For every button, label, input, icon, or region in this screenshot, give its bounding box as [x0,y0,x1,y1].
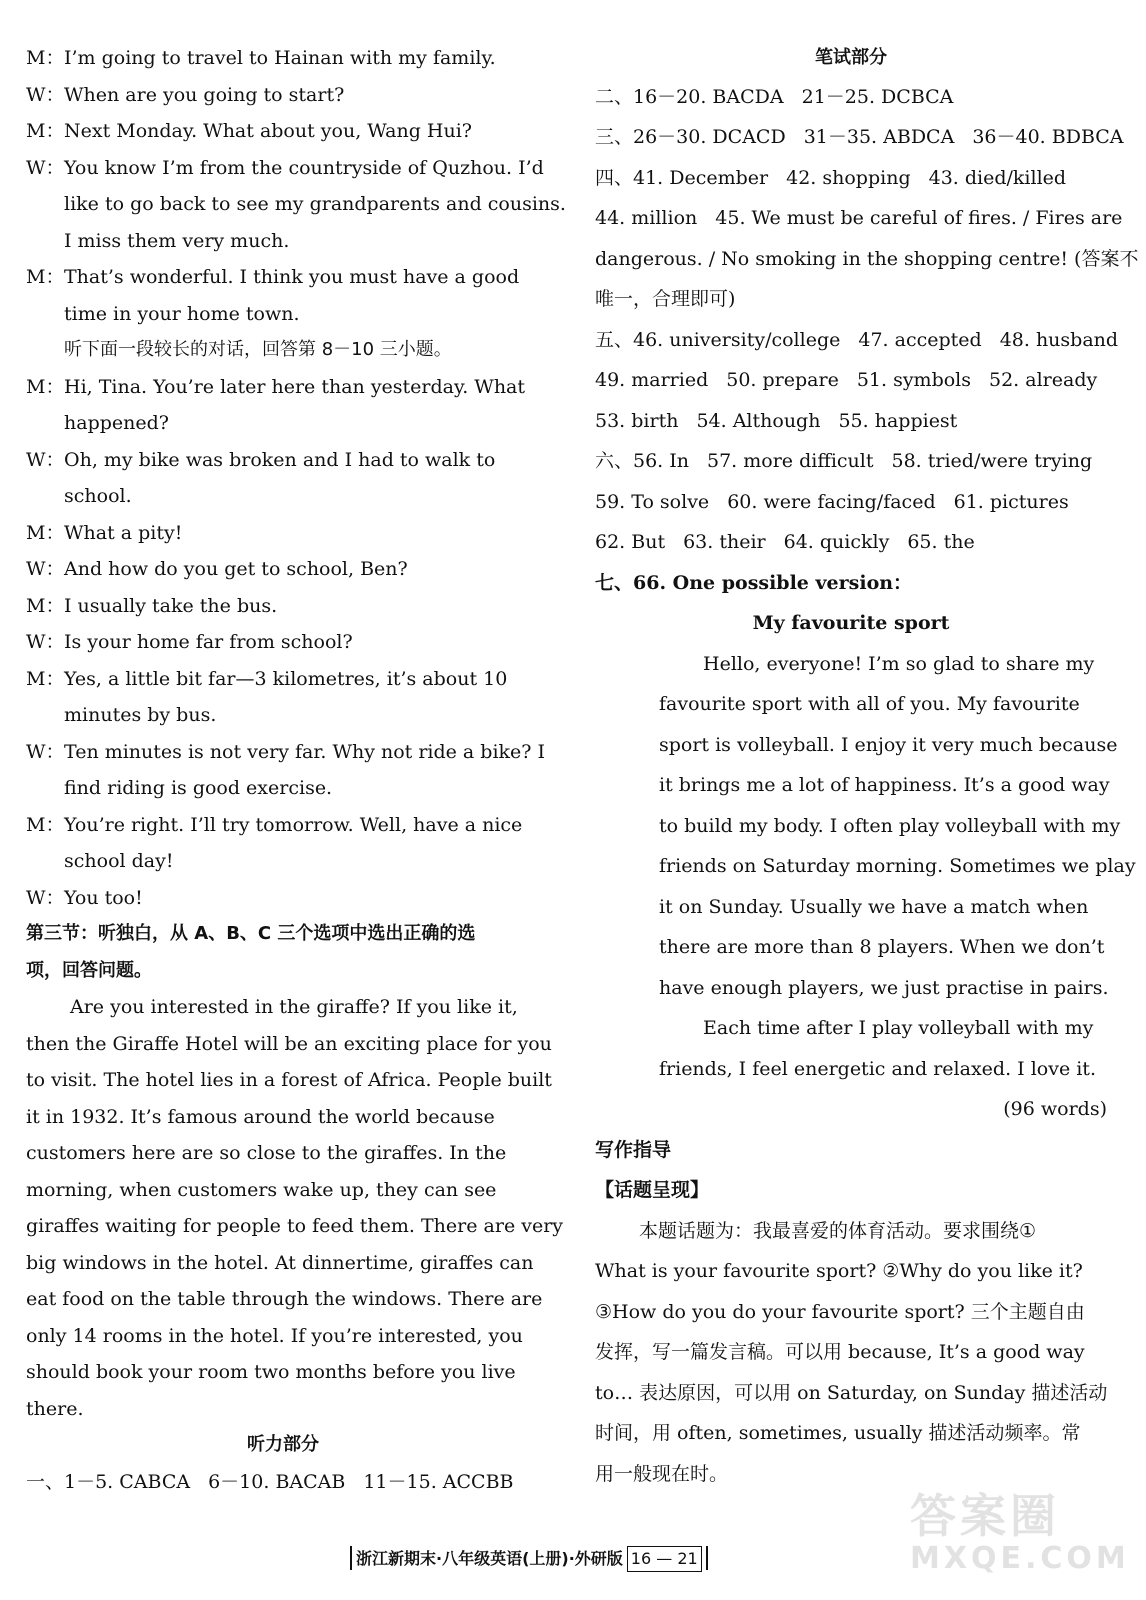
speaker: W： [26,740,65,763]
passage-line: customers here are so close to the giraffes. In the [26,1142,507,1164]
dialogue-line: W：You know I’m from the countryside of Quzhou. I’d [26,150,540,187]
dialogue-line: find riding is good exercise. [64,777,333,799]
watermark-url: MXQE.COM [910,1541,1130,1576]
dialogue-line: M：I’m going to travel to Hainan with my family. [26,40,540,77]
dialogue-line: M：What a pity! [26,515,540,552]
answer-line: 49. married 50. prepare 51. symbols 52. already [595,369,1098,391]
essay-line: Each time after I play volleyball with my [703,1017,1094,1039]
guide-line: to… 表达原因，可以用 on Saturday, on Sunday 描述活动 [595,1381,1108,1404]
dialogue-line: M：That’s wonderful. I think you must have a good [26,259,540,296]
essay-line: sport is volleyball. I enjoy it very much because [659,733,1118,756]
dialogue-line: W：Ten minutes is not very far. Why not ride a bike? I [26,734,540,771]
right-column [595,40,1139,1494]
guide-line: ③How do you do your favourite sport? 三个主题自由 [595,1300,1085,1323]
listening-section-title: 听力部分 [247,1434,319,1455]
answer-line: 四、41. December 42. shopping 43. died/killed [595,166,1067,189]
guide-line: 用一般现在时。 [595,1462,729,1485]
answer-line: 53. birth 54. Although 55. happiest [595,409,958,432]
written-answers [595,77,1139,563]
instruction-8-10: 听下面一段较长的对话，回答第 8－10 三小题。 [64,339,452,360]
section7-label: 七、66. One possible version： [595,571,913,594]
dialogue-line: minutes by bus. [64,704,217,726]
essay-line: it brings me a lot of happiness. It’s a good way [659,774,1110,796]
essay-line: Hello, everyone! I’m so glad to share my [703,652,1095,675]
dialogue-a [26,40,566,332]
essay-line: there are more than 8 players. When we don’t [659,936,1105,958]
dialogue-line: M：You’re right. I’ll try tomorrow. Well, have a nice [26,807,540,844]
essay-line: it on Sunday. Usually we have a match when [659,895,1089,918]
passage-line: big windows in the hotel. At dinnertime, giraffes can [26,1251,534,1274]
answer-line: 六、56. In 57. more difficult 58. tried/were trying [595,450,1093,472]
dialogue-line: M：Yes, a little bit far—3 kilometres, it’s about 10 [26,661,540,698]
dialogue-line: W：Is your home far from school? [26,624,540,661]
page-number: 16 — 21 [627,1546,702,1572]
passage-line: to visit. The hotel lies in a forest of Africa. People built [26,1069,552,1091]
speaker: M： [26,47,65,69]
speaker: W： [26,448,65,471]
essay-line: to build my body. I often play volleyball with my [659,814,1121,837]
answer-line: 44. million 45. We must be careful of fires. / Fires are [595,207,1123,229]
section3-heading-cont: 项，回答问题。 [26,959,152,981]
speaker: W： [26,558,65,580]
passage-line: eat food on the table through the windows. There are [26,1288,543,1310]
passage-line: it in 1932. It’s famous around the world because [26,1105,495,1128]
dialogue-line: happened? [64,412,169,434]
passage-line: there. [26,1397,84,1420]
dialogue-line: W：Oh, my bike was broken and I had to walk to [26,442,540,479]
speaker: M： [26,266,65,288]
left-column [26,40,566,1500]
speaker: M： [26,813,65,836]
passage-line: morning, when customers wake up, they can see [26,1178,497,1201]
answer-line: dangerous. / No smoking in the shopping centre! (答案不 [595,247,1139,270]
speaker: M： [26,521,65,544]
dialogue-line: W：You too! [26,880,540,917]
dialogue-line: M：I usually take the bus. [26,588,540,625]
speaker: M： [26,667,65,690]
answer-line: 二、16－20. BACDA 21－25. DCBCA [595,85,954,108]
essay-line: have enough players, we just practise in pairs. [659,976,1109,999]
answer-line: 唯一，合理即可) [595,288,736,310]
dialogue-line: W：When are you going to start? [26,77,540,114]
dialogue-line: I miss them very much. [64,229,290,252]
speaker: W： [26,83,65,106]
essay-line: favourite sport with all of you. My favourite [659,693,1080,715]
answer-line: 62. But 63. their 64. quickly 65. the [595,531,975,553]
essay-line: friends on Saturday morning. Sometimes we play [659,855,1136,877]
answer-line: 三、26－30. DCACD 31－35. ABDCA 36－40. BDBCA [595,126,1124,148]
dialogue-line: school. [64,485,132,507]
essay-line: friends, I feel energetic and relaxed. I love it. [659,1057,1096,1080]
passage-line: then the Giraffe Hotel will be an exciting place for you [26,1032,552,1055]
guide-line: 本题话题为：我最喜爱的体育活动。要求围绕① [639,1219,1037,1242]
speaker: W： [26,886,65,909]
speaker: M： [26,120,65,142]
written-section-title: 笔试部分 [815,47,887,68]
dialogue-line: school day! [64,850,174,872]
answer-line: 59. To solve 60. were facing/faced 61. pictures [595,490,1069,513]
watermark-text: 答案圈 [910,1489,1060,1543]
book-title: 浙江新期末·八年级英语(上册)·外研版 [356,1549,623,1568]
dialogue-b [26,369,546,917]
writing-guide [595,1211,1107,1495]
listening-answers: 一、1－5. CABCA 6－10. BACAB 11－15. ACCBB [26,1470,514,1493]
speaker: M： [26,375,65,398]
dialogue-line: M：Next Monday. What about you, Wang Hui? [26,113,540,150]
dialogue-line: like to go back to see my grandparents and cousins. [64,193,566,215]
page-footer [350,1546,708,1570]
speaker: W： [26,631,65,653]
answer-line: 五、46. university/college 47. accepted 48. husband [595,328,1119,351]
section3-heading: 第三节：听独白，从 A、B、C 三个选项中选出正确的选 [26,923,476,944]
watermark-logo [910,1490,1130,1586]
passage-line: should book your room two months before you live [26,1361,516,1383]
guide-line: 发挥，写一篇发言稿。可以用 because, It’s a good way [595,1341,1085,1363]
dialogue-line: W：And how do you get to school, Ben? [26,551,540,588]
guide-line: What is your favourite sport? ②Why do you like it? [595,1260,1083,1282]
writing-guide-title: 写作指导 [595,1138,672,1161]
word-count: (96 words) [1003,1098,1107,1120]
guide-line: 时间，用 often, sometimes, usually 描述活动频率。常 [595,1422,1081,1444]
speaker: M： [26,594,65,617]
monologue-passage [26,989,564,1427]
dialogue-line: time in your home town. [64,302,300,325]
model-essay [595,644,1136,1090]
passage-line: Are you interested in the giraffe? If you like it, [70,996,518,1018]
topic-label: 【话题呈现】 [595,1179,710,1201]
passage-line: giraffes waiting for people to feed them. There are very [26,1215,564,1237]
passage-line: only 14 rooms in the hotel. If you’re interested, you [26,1324,523,1347]
speaker: W： [26,156,65,179]
essay-title: My favourite sport [752,612,950,634]
dialogue-line: M：Hi, Tina. You’re later here than yesterday. What [26,369,540,406]
